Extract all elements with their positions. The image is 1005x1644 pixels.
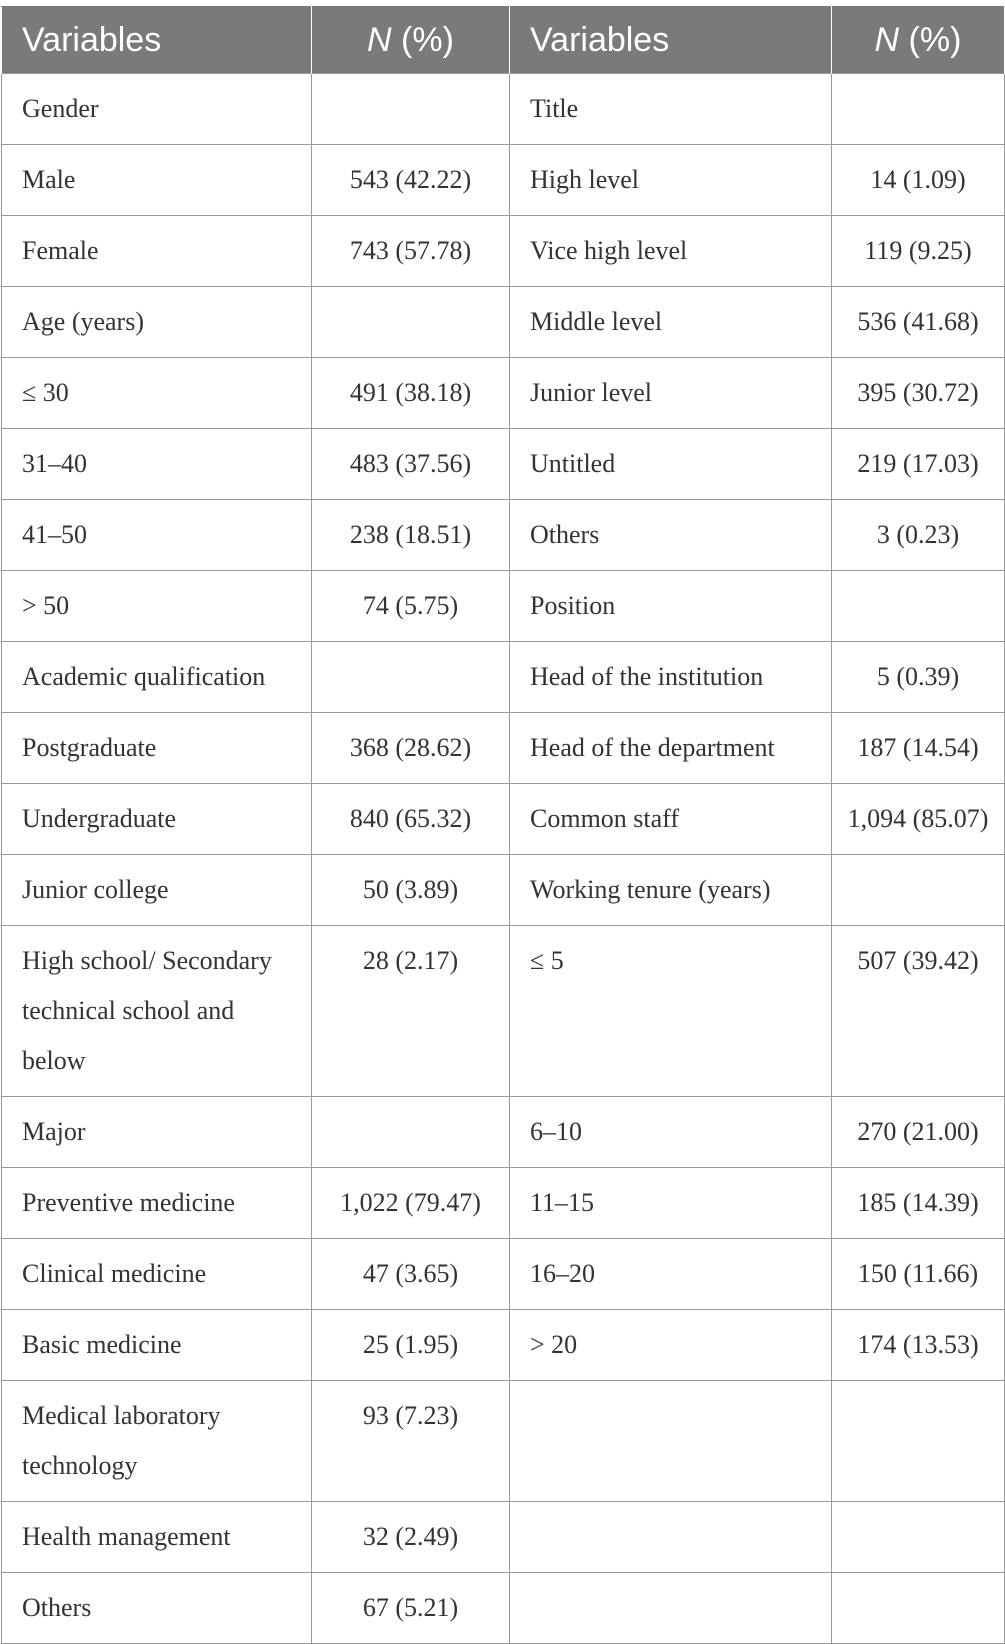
variable-cell-right: Others bbox=[510, 500, 832, 571]
table-row bbox=[2, 713, 1005, 784]
variable-cell-left: 31–40 bbox=[2, 429, 312, 500]
table-row bbox=[2, 145, 1005, 216]
variable-cell-right: Working tenure (years) bbox=[510, 855, 832, 926]
table-header-row bbox=[2, 7, 1005, 74]
count-cell-left bbox=[312, 74, 510, 145]
count-cell-right bbox=[832, 1573, 1005, 1644]
variable-cell-left: Clinical medicine bbox=[2, 1239, 312, 1310]
table-row bbox=[2, 1310, 1005, 1381]
variable-cell-right: 6–10 bbox=[510, 1097, 832, 1168]
count-cell-right: 174 (13.53) bbox=[832, 1310, 1005, 1381]
table-row bbox=[2, 784, 1005, 855]
count-cell-right: 150 (11.66) bbox=[832, 1239, 1005, 1310]
count-cell-right: 187 (14.54) bbox=[832, 713, 1005, 784]
variable-cell-left: Health management bbox=[2, 1502, 312, 1573]
count-cell-left: 50 (3.89) bbox=[312, 855, 510, 926]
count-cell-right: 536 (41.68) bbox=[832, 287, 1005, 358]
table-row bbox=[2, 926, 1005, 1097]
header-n-percent-2: N (%) bbox=[832, 7, 1005, 74]
table-row bbox=[2, 500, 1005, 571]
variable-cell-left: ≤ 30 bbox=[2, 358, 312, 429]
variable-cell-left: Age (years) bbox=[2, 287, 312, 358]
header-variables-2: Variables bbox=[510, 7, 832, 74]
count-cell-right bbox=[832, 855, 1005, 926]
count-cell-right bbox=[832, 1502, 1005, 1573]
variable-cell-left: Others bbox=[2, 1573, 312, 1644]
count-cell-left: 1,022 (79.47) bbox=[312, 1168, 510, 1239]
variable-cell-right: Head of the institution bbox=[510, 642, 832, 713]
variable-cell-right: 11–15 bbox=[510, 1168, 832, 1239]
table-row bbox=[2, 287, 1005, 358]
count-cell-right: 219 (17.03) bbox=[832, 429, 1005, 500]
variable-cell-left: Undergraduate bbox=[2, 784, 312, 855]
variable-cell-right: Junior level bbox=[510, 358, 832, 429]
count-cell-left bbox=[312, 642, 510, 713]
variable-cell-right: Middle level bbox=[510, 287, 832, 358]
variable-cell-left: Gender bbox=[2, 74, 312, 145]
count-cell-left: 25 (1.95) bbox=[312, 1310, 510, 1381]
variable-cell-right: Untitled bbox=[510, 429, 832, 500]
count-cell-left: 543 (42.22) bbox=[312, 145, 510, 216]
demographics-table bbox=[1, 6, 1005, 1644]
variable-cell-right bbox=[510, 1573, 832, 1644]
variable-cell-right: Head of the department bbox=[510, 713, 832, 784]
count-cell-right bbox=[832, 74, 1005, 145]
variable-cell-left: Male bbox=[2, 145, 312, 216]
table-row bbox=[2, 74, 1005, 145]
count-cell-right bbox=[832, 571, 1005, 642]
variable-cell-left: Major bbox=[2, 1097, 312, 1168]
variable-cell-right: Position bbox=[510, 571, 832, 642]
variable-cell-right: High level bbox=[510, 145, 832, 216]
variable-cell-right: 16–20 bbox=[510, 1239, 832, 1310]
count-cell-left bbox=[312, 1097, 510, 1168]
table-row bbox=[2, 1239, 1005, 1310]
count-cell-right: 395 (30.72) bbox=[832, 358, 1005, 429]
table-row bbox=[2, 1381, 1005, 1502]
variable-cell-left: Basic medicine bbox=[2, 1310, 312, 1381]
table-row bbox=[2, 216, 1005, 287]
variable-cell-right bbox=[510, 1381, 832, 1502]
count-cell-left bbox=[312, 287, 510, 358]
count-cell-left: 491 (38.18) bbox=[312, 358, 510, 429]
count-cell-right bbox=[832, 1381, 1005, 1502]
variable-cell-right: > 20 bbox=[510, 1310, 832, 1381]
table-row bbox=[2, 358, 1005, 429]
variable-cell-left: Junior college bbox=[2, 855, 312, 926]
variable-cell-right bbox=[510, 1502, 832, 1573]
header-variables-1: Variables bbox=[2, 7, 312, 74]
header-n-percent-1: N (%) bbox=[312, 7, 510, 74]
count-cell-left: 238 (18.51) bbox=[312, 500, 510, 571]
count-cell-left: 368 (28.62) bbox=[312, 713, 510, 784]
count-cell-left: 743 (57.78) bbox=[312, 216, 510, 287]
table-row bbox=[2, 1097, 1005, 1168]
variable-cell-right: Title bbox=[510, 74, 832, 145]
variable-cell-right: ≤ 5 bbox=[510, 926, 832, 1097]
count-cell-right: 1,094 (85.07) bbox=[832, 784, 1005, 855]
count-cell-right: 270 (21.00) bbox=[832, 1097, 1005, 1168]
variable-cell-left: Preventive medicine bbox=[2, 1168, 312, 1239]
variable-cell-left: 41–50 bbox=[2, 500, 312, 571]
count-cell-right: 3 (0.23) bbox=[832, 500, 1005, 571]
count-cell-left: 47 (3.65) bbox=[312, 1239, 510, 1310]
count-cell-right: 507 (39.42) bbox=[832, 926, 1005, 1097]
count-cell-right: 119 (9.25) bbox=[832, 216, 1005, 287]
count-cell-right: 185 (14.39) bbox=[832, 1168, 1005, 1239]
variable-cell-left: Medical laboratory technology bbox=[2, 1381, 312, 1502]
count-cell-left: 28 (2.17) bbox=[312, 926, 510, 1097]
table-row bbox=[2, 429, 1005, 500]
table-row bbox=[2, 571, 1005, 642]
variable-cell-left: High school/ Secondary technical school and below bbox=[2, 926, 312, 1097]
count-cell-left: 67 (5.21) bbox=[312, 1573, 510, 1644]
count-cell-left: 840 (65.32) bbox=[312, 784, 510, 855]
count-cell-right: 5 (0.39) bbox=[832, 642, 1005, 713]
variable-cell-right: Vice high level bbox=[510, 216, 832, 287]
table-row bbox=[2, 1168, 1005, 1239]
count-cell-left: 74 (5.75) bbox=[312, 571, 510, 642]
count-cell-right: 14 (1.09) bbox=[832, 145, 1005, 216]
table-row bbox=[2, 1573, 1005, 1644]
table-row bbox=[2, 855, 1005, 926]
count-cell-left: 93 (7.23) bbox=[312, 1381, 510, 1502]
variable-cell-left: Postgraduate bbox=[2, 713, 312, 784]
variable-cell-right: Common staff bbox=[510, 784, 832, 855]
count-cell-left: 32 (2.49) bbox=[312, 1502, 510, 1573]
variable-cell-left: Academic qualification bbox=[2, 642, 312, 713]
variable-cell-left: > 50 bbox=[2, 571, 312, 642]
table-row bbox=[2, 1502, 1005, 1573]
table-row bbox=[2, 642, 1005, 713]
variable-cell-left: Female bbox=[2, 216, 312, 287]
count-cell-left: 483 (37.56) bbox=[312, 429, 510, 500]
